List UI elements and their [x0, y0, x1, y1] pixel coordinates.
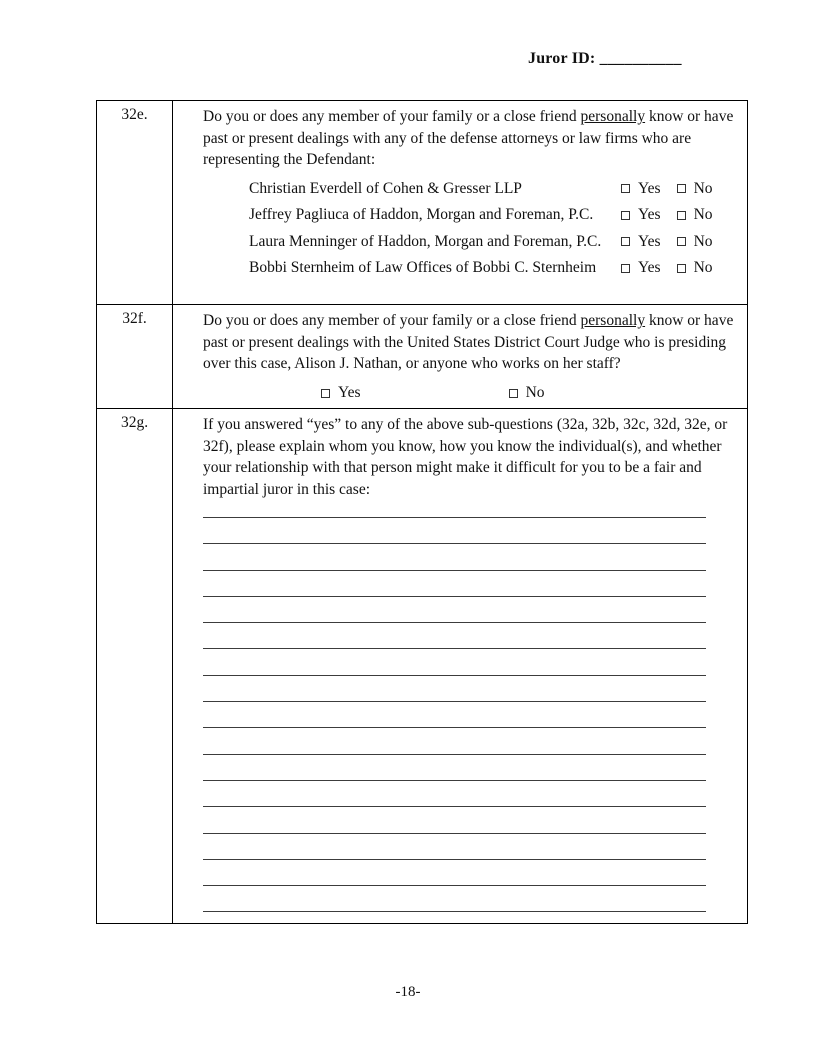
no-option — [677, 233, 713, 251]
no-checkbox[interactable] — [677, 184, 686, 193]
no-option — [509, 384, 545, 402]
attorney-name: Laura Menninger of Haddon, Morgan and Foreman, P.C. — [249, 232, 602, 250]
answer-line[interactable] — [203, 571, 706, 597]
attorney-row — [249, 229, 748, 256]
no-option — [677, 180, 713, 198]
juror-id-header — [528, 50, 682, 68]
row-id-cell: 32e. — [97, 101, 173, 304]
no-label: No — [525, 384, 545, 401]
page-number: -18- — [395, 984, 421, 1000]
yes-checkbox[interactable] — [621, 237, 630, 246]
answer-line[interactable] — [203, 702, 706, 728]
no-label: No — [693, 259, 713, 277]
no-label: No — [693, 232, 713, 250]
no-option — [677, 206, 713, 224]
yes-option — [621, 206, 661, 224]
juror-id-label: Juror ID: — [528, 50, 596, 67]
yes-no-row — [321, 383, 748, 404]
attorney-list — [249, 176, 748, 282]
no-checkbox[interactable] — [509, 389, 518, 398]
answer-line[interactable] — [203, 597, 706, 623]
form-row-32g — [97, 409, 747, 923]
question-text-part: Do you or does any member of your family or a close friend — [203, 108, 581, 125]
question-cell — [173, 305, 756, 408]
questionnaire-table — [96, 100, 748, 924]
attorney-row — [249, 202, 748, 229]
yes-label: Yes — [638, 179, 661, 197]
yes-option — [321, 384, 361, 402]
answer-line[interactable] — [203, 807, 706, 833]
yes-checkbox[interactable] — [321, 389, 330, 398]
answer-line[interactable] — [203, 781, 706, 807]
yes-option — [621, 259, 661, 277]
no-label: No — [693, 206, 713, 224]
juror-id-blank-field[interactable]: __________ — [599, 50, 682, 67]
attorney-name: Bobbi Sternheim of Law Offices of Bobbi C. Sternheim — [249, 259, 597, 277]
yes-option — [621, 180, 661, 198]
question-text-32e — [203, 106, 748, 171]
answer-line[interactable] — [203, 728, 706, 754]
no-checkbox[interactable] — [677, 237, 686, 246]
row-id-cell: 32f. — [97, 305, 173, 408]
attorney-name: Jeffrey Pagliuca of Haddon, Morgan and Foreman, P.C. — [249, 206, 594, 224]
question-text-part: know or have past or present dealings with the United States District Court Judge who is presiding over this case, Alison J. Nathan, or anyone who works on her staff? — [203, 312, 734, 372]
answer-line[interactable] — [203, 518, 706, 544]
question-cell — [173, 101, 756, 304]
attorney-name: Christian Everdell of Cohen & Gresser LLP — [249, 179, 522, 197]
answer-line[interactable] — [203, 544, 706, 570]
question-text-32f — [203, 310, 748, 375]
yes-label: Yes — [638, 259, 661, 277]
row-id-cell: 32g. — [97, 409, 173, 923]
answer-line[interactable] — [203, 886, 706, 912]
question-text-underlined: personally — [580, 312, 646, 329]
answer-line[interactable] — [203, 676, 706, 702]
question-text-underlined: personally — [580, 108, 646, 125]
question-cell — [173, 409, 756, 923]
question-text-part: know or have past or present dealings with any of the defense attorneys or law firms who are representing the Defendant: — [203, 108, 734, 168]
no-checkbox[interactable] — [677, 264, 686, 273]
no-label: No — [693, 179, 713, 197]
answer-line[interactable] — [203, 500, 706, 518]
form-row-32f — [97, 305, 747, 409]
no-checkbox[interactable] — [677, 211, 686, 220]
yes-label: Yes — [638, 232, 661, 250]
question-text-part: Do you or does any member of your family or a close friend — [203, 312, 581, 329]
answer-lines — [203, 500, 748, 912]
answer-line[interactable] — [203, 860, 706, 886]
attorney-row — [249, 176, 748, 203]
yes-checkbox[interactable] — [621, 211, 630, 220]
answer-line[interactable] — [203, 623, 706, 649]
yes-checkbox[interactable] — [621, 264, 630, 273]
form-row-32e — [97, 101, 747, 305]
no-option — [677, 259, 713, 277]
yes-option — [621, 233, 661, 251]
yes-label: Yes — [338, 384, 361, 401]
answer-line[interactable] — [203, 649, 706, 675]
answer-line[interactable] — [203, 834, 706, 860]
yes-checkbox[interactable] — [621, 184, 630, 193]
yes-label: Yes — [638, 206, 661, 224]
attorney-row — [249, 255, 748, 282]
question-text-32g: If you answered “yes” to any of the above sub-questions (32a, 32b, 32c, 32d, 32e, or 32f), please explain whom you know, how you know the individual(s), and whether your relationship with that person might make it difficult for you to be a fair and impartial juror in this case: — [203, 416, 728, 498]
answer-line[interactable] — [203, 755, 706, 781]
